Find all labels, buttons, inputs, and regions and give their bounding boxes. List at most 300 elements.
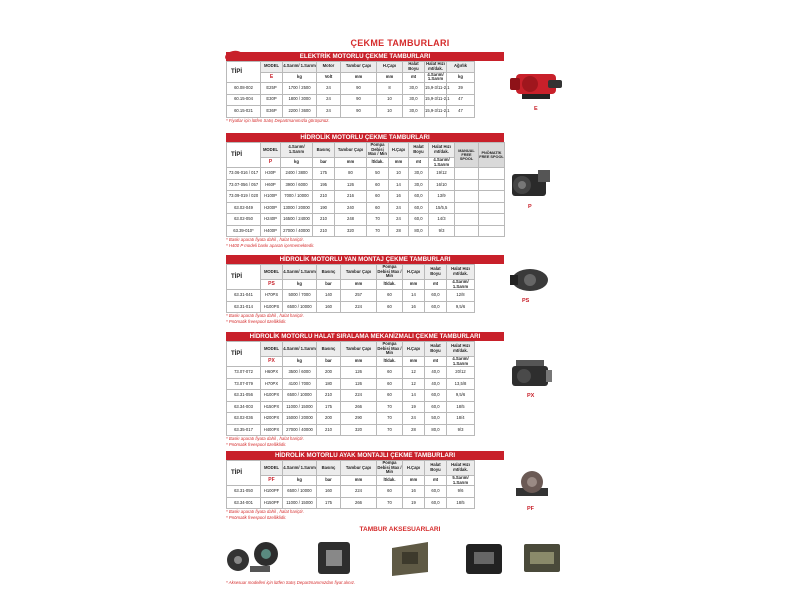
table-cell: 60,0 <box>409 202 429 214</box>
model-code: P <box>261 157 281 168</box>
table-cell: 126 <box>341 367 377 379</box>
column-header: MODEL <box>261 62 283 73</box>
table-cell: H400PX <box>261 424 283 436</box>
accessory-pulleys-image <box>224 538 284 578</box>
table-row <box>227 390 505 402</box>
table-cell: 30,0 <box>409 179 429 191</box>
table-cell: 60.08-002 <box>227 83 261 95</box>
unit-label: 4.Sarım/ 1.Sarım <box>429 157 455 168</box>
unit-label: mt <box>425 475 447 486</box>
column-header: H.Çapı <box>403 461 425 476</box>
freespool-cell <box>455 214 479 226</box>
column-header: 4.Sarım/ 1.Sarım <box>283 461 317 476</box>
table-cell: 90 <box>341 106 377 118</box>
table-cell: 6500 / 10000 <box>283 390 317 402</box>
table-cell: 70 <box>377 424 403 436</box>
table-row <box>227 94 505 106</box>
table-cell: 60 <box>367 202 389 214</box>
table-cell: 257 <box>341 290 377 302</box>
electric-winch-image <box>508 66 564 106</box>
table-cell: 63.31-041 <box>227 290 261 302</box>
column-header: Tambur Çapı <box>335 143 367 158</box>
table-cell: H200P <box>261 202 281 214</box>
table-cell: 80,0 <box>409 225 429 237</box>
unit-label: kg <box>283 356 317 367</box>
footnote: * Fiyatlar için lütfen Satış Departmanımızla görüşünüz. <box>226 117 330 123</box>
column-header: 4.Sarım/ 1.Sarım <box>283 265 317 280</box>
table-cell: 12 <box>403 367 425 379</box>
table-cell: 39 <box>447 83 475 95</box>
table-row <box>227 83 505 95</box>
table-cell: 11000 / 15000 <box>283 401 317 413</box>
rope-guide-winch-image <box>508 358 554 392</box>
table-cell: 73.07-056 / 057 <box>227 179 261 191</box>
accessory-fairlead-image <box>314 538 354 578</box>
model-code: PF <box>261 475 283 486</box>
accessory-roller-image <box>462 538 506 578</box>
freespool-cell <box>455 191 479 203</box>
freespool-header: PNÖMATİK FREE SPOOL <box>479 143 505 168</box>
column-header: MODEL <box>261 342 283 357</box>
table-cell: 13000 / 20000 <box>281 202 313 214</box>
table-cell: 60 <box>367 179 389 191</box>
table-cell: 60 <box>377 290 403 302</box>
table-cell: 12/8 <box>447 290 475 302</box>
table-cell: 63.31-014 <box>227 301 261 313</box>
column-header: Halat Boyu <box>425 342 447 357</box>
table-cell: 28 <box>389 225 409 237</box>
model-code: E <box>261 72 283 83</box>
table-row <box>227 367 505 379</box>
table-cell: 224 <box>341 390 377 402</box>
table-cell: 11000 / 15000 <box>283 497 317 509</box>
table-cell: H100P <box>261 191 281 203</box>
table-row <box>227 191 505 203</box>
table-cell: 10 <box>377 106 403 118</box>
table-cell: 20/12 <box>447 367 475 379</box>
accessory-roller-fairlead-image <box>520 538 564 578</box>
table-cell: 13/9 <box>429 191 455 203</box>
tipi-label: TİPİ <box>227 342 261 367</box>
table-cell: H400P <box>261 225 281 237</box>
unit-label: bar <box>317 279 341 290</box>
table-cell: 16 <box>389 191 409 203</box>
unit-label: bar <box>317 475 341 486</box>
tipi-label: TİPİ <box>227 143 261 168</box>
table-cell: 70 <box>377 401 403 413</box>
column-header: Pompa Debisi Max / Min <box>368 142 387 157</box>
footnote: * Baskı aparatı fiyata dahil , halat hariçtir. <box>226 313 304 319</box>
table-cell: 210 <box>313 225 335 237</box>
table-cell: 16/10 <box>429 179 455 191</box>
table-cell: 14 <box>403 290 425 302</box>
spec-table <box>226 142 505 237</box>
table-cell: 9/3 <box>447 424 475 436</box>
unit-label: kg <box>447 72 475 83</box>
table-cell: 216 <box>335 191 367 203</box>
freespool-cell <box>479 214 505 226</box>
foot-mount-winch-section <box>226 451 504 520</box>
section-title: HİDROLİK MOTORLU AYAK MONTAJLI ÇEKME TAMBURLARI <box>226 451 504 460</box>
unit-label: mm <box>389 157 409 168</box>
rope-guide-winch-label: PX <box>527 393 535 399</box>
table-cell: 175 <box>317 401 341 413</box>
table-cell: 6500 / 10000 <box>283 301 317 313</box>
table-cell: H70PX <box>261 378 283 390</box>
table-cell: 47 <box>447 94 475 106</box>
unit-label: mm <box>341 475 377 486</box>
table-cell: 266 <box>341 497 377 509</box>
column-header: Basınç <box>317 265 341 280</box>
table-cell: 15/5,5 <box>429 202 455 214</box>
table-cell: 27000 / 40000 <box>281 225 313 237</box>
column-header: Halat Boyu <box>409 143 429 158</box>
table-cell: 15000 / 20000 <box>283 413 317 425</box>
side-mount-winch-label: PS <box>522 298 530 304</box>
table-cell: 126 <box>335 179 367 191</box>
table-row <box>227 202 505 214</box>
column-header: Pompa Debisi Max / Min <box>377 341 402 356</box>
unit-label: mt <box>403 72 425 83</box>
table-cell: 4100 / 7000 <box>283 378 317 390</box>
column-header: Tambur Çapı <box>341 265 377 280</box>
table-cell: 63.35-017 <box>227 424 261 436</box>
column-header: H.Çapı <box>377 62 403 73</box>
side-mount-winch-image <box>508 265 552 295</box>
table-cell: 19 <box>403 497 425 509</box>
column-header: Tambur Çapı <box>341 342 377 357</box>
table-cell: 3500 / 6000 <box>283 367 317 379</box>
electric-winch-section <box>226 52 504 123</box>
table-cell: H240P <box>261 214 281 226</box>
electric-winch-label: E <box>534 106 538 112</box>
footnote: * H400 P modeli baskı aparatı içermemektedir. <box>226 242 315 248</box>
page-title: ÇEKME TAMBURLARI <box>350 38 450 48</box>
table-cell: 24 <box>317 106 341 118</box>
unit-label: lt/dak. <box>377 356 403 367</box>
table-cell: 266 <box>341 401 377 413</box>
table-cell: 60.15-021 <box>227 106 261 118</box>
table-cell: 60 <box>377 301 403 313</box>
table-cell: 70 <box>367 214 389 226</box>
unit-label: mm <box>341 72 377 83</box>
column-header: 4.Sarım/ 1.Sarım <box>281 143 313 158</box>
hydraulic-winch-image <box>508 168 554 202</box>
unit-label: mm <box>341 356 377 367</box>
model-code: PX <box>261 356 283 367</box>
table-cell: H100PF <box>261 486 283 498</box>
table-cell: 9/3 <box>429 225 455 237</box>
table-row <box>227 486 505 498</box>
table-cell: 30,0 <box>403 106 425 118</box>
table-row <box>227 378 505 390</box>
unit-label: 4.Sarım/ 1.Sarım <box>425 72 447 83</box>
table-cell: 14/3 <box>429 214 455 226</box>
hydraulic-winch-label: P <box>528 204 532 210</box>
table-cell: H60PX <box>261 367 283 379</box>
column-header: Basınç <box>317 461 341 476</box>
accessories-note: * Aksesuar modelleri için lütfen Satış Departmanımızdan fiyat alınız. <box>226 580 356 585</box>
spec-table <box>226 341 505 436</box>
table-cell: 9,5/6 <box>447 301 475 313</box>
footnote: * Pnömatik freespool özelliklidir. <box>226 514 287 520</box>
unit-label: kg <box>283 72 317 83</box>
footnote: * Baskı aparatı fiyata dahil , halat hariçtir. <box>226 237 304 243</box>
table-cell: 24 <box>403 413 425 425</box>
column-header: Halat Hızı mt/dak. <box>447 265 475 280</box>
spec-table <box>226 61 505 118</box>
table-cell: 60,0 <box>425 301 447 313</box>
table-cell: 140 <box>317 290 341 302</box>
table-cell: 27000 / 40000 <box>283 424 317 436</box>
table-cell: H70PS <box>261 290 283 302</box>
side-mount-winch-section <box>226 255 504 324</box>
column-header: MODEL <box>261 265 283 280</box>
table-cell: 224 <box>341 486 377 498</box>
column-header: Pompa Debisi Max / Min <box>377 460 402 475</box>
table-cell: 60,0 <box>425 401 447 413</box>
table-cell: 24 <box>389 202 409 214</box>
column-header: Halat Boyu <box>425 265 447 280</box>
freespool-cell <box>479 191 505 203</box>
column-header: Halat Hızı mt/dak. <box>429 143 455 158</box>
table-cell: 248 <box>335 214 367 226</box>
accessories-title: TAMBUR AKSESUARLARI <box>359 526 441 533</box>
table-cell: 24 <box>317 94 341 106</box>
column-header: Basınç <box>317 342 341 357</box>
table-cell: 63.02-049 <box>227 202 261 214</box>
table-cell: 210 <box>313 214 335 226</box>
spec-table <box>226 264 505 313</box>
table-cell: 90 <box>341 83 377 95</box>
table-cell: 290 <box>341 413 377 425</box>
table-cell: 200 <box>317 367 341 379</box>
column-header: 4.Sarım/ 1.Sarım <box>283 62 317 73</box>
table-cell: 90 <box>341 94 377 106</box>
table-cell: 210 <box>317 390 341 402</box>
section-title: HİDROLİK MOTORLU ÇEKME TAMBURLARI <box>226 133 504 142</box>
table-cell: 60 <box>377 486 403 498</box>
table-cell: H150PF <box>261 497 283 509</box>
table-cell: 175 <box>313 168 335 180</box>
table-cell: 180 <box>317 378 341 390</box>
unit-label: lt/dak. <box>377 279 403 290</box>
table-cell: 190 <box>313 202 335 214</box>
table-cell: 19 <box>403 401 425 413</box>
table-cell: 175 <box>317 497 341 509</box>
unit-label: mm <box>335 157 367 168</box>
column-header: Halat Hızı mt/dak. <box>447 461 475 476</box>
table-cell: 18/4 <box>447 413 475 425</box>
footnote: * Pnömatik freespool özelliklidir. <box>226 441 287 447</box>
table-cell: 15,9-3/11-2,1 <box>425 83 447 95</box>
unit-label: mm <box>341 279 377 290</box>
table-row <box>227 106 505 118</box>
table-cell: 60,0 <box>409 214 429 226</box>
table-cell: 24 <box>389 214 409 226</box>
table-cell: 63.02-036 <box>227 413 261 425</box>
table-cell: 47 <box>447 106 475 118</box>
section-title: HİDROLİK MOTORLU YAN MONTAJ ÇEKME TAMBURLARI <box>226 255 504 264</box>
table-cell: H100PS <box>261 301 283 313</box>
column-header: Motor <box>317 62 341 73</box>
table-cell: 30,0 <box>403 94 425 106</box>
column-header: Basınç <box>313 143 335 158</box>
freespool-cell <box>479 168 505 180</box>
table-cell: 63.34-003 <box>227 401 261 413</box>
column-header: Halat Hızı mt/dak. <box>447 342 475 357</box>
table-row <box>227 214 505 226</box>
unit-label: lt/dak. <box>377 475 403 486</box>
table-cell: 14 <box>389 179 409 191</box>
table-cell: H60P <box>261 179 281 191</box>
table-cell: 70 <box>367 225 389 237</box>
freespool-cell <box>455 168 479 180</box>
table-cell: 14 <box>403 390 425 402</box>
table-cell: E30P <box>261 94 283 106</box>
column-header: MODEL <box>261 143 281 158</box>
unit-label: kg <box>283 279 317 290</box>
column-header: Halat Boyu <box>425 461 447 476</box>
spec-table <box>226 460 505 509</box>
tipi-label: TİPİ <box>227 461 261 486</box>
column-header: H.Çapı <box>389 143 409 158</box>
table-cell: 160 <box>317 486 341 498</box>
table-cell: 63.02-050 <box>227 214 261 226</box>
table-row <box>227 290 505 302</box>
column-header: Tambur Çapı <box>341 62 377 73</box>
model-code: PS <box>261 279 283 290</box>
table-cell: 2400 / 3800 <box>281 168 313 180</box>
table-cell: 7000 / 10000 <box>281 191 313 203</box>
table-cell: 50,0 <box>425 413 447 425</box>
unit-label: kg <box>283 475 317 486</box>
table-cell: 19/12 <box>429 168 455 180</box>
table-cell: 15,9-3/11-2,1 <box>425 94 447 106</box>
table-cell: H30P <box>261 168 281 180</box>
unit-label: mt <box>425 356 447 367</box>
table-cell: 63.39-010* <box>227 225 261 237</box>
column-header: MODEL <box>261 461 283 476</box>
table-cell: 13,5/8 <box>447 378 475 390</box>
table-cell: 18/5 <box>447 401 475 413</box>
column-header: Ağırlık <box>447 62 475 73</box>
table-cell: 60 <box>377 390 403 402</box>
table-cell: 30,0 <box>409 168 429 180</box>
column-header: H.Çapı <box>403 342 425 357</box>
table-cell: 60 <box>377 378 403 390</box>
table-cell: 1700 / 2500 <box>283 83 317 95</box>
unit-label: mm <box>403 279 425 290</box>
unit-label: mt <box>425 279 447 290</box>
rope-guide-winch-section <box>226 332 504 447</box>
table-cell: 18/5 <box>447 497 475 509</box>
column-header: 4.Sarım/ 1.Sarım <box>283 342 317 357</box>
table-cell: 60,0 <box>425 390 447 402</box>
foot-mount-winch-image <box>510 468 554 502</box>
column-header: Pompa Debisi Max / Min <box>377 264 402 279</box>
table-cell: 63.31-056 <box>227 390 261 402</box>
table-cell: 60,0 <box>425 290 447 302</box>
table-cell: 8 <box>377 83 403 95</box>
footnote: * Baskı aparatı fiyata dahil , halat hariçtir. <box>226 509 304 515</box>
accessory-bracket-image <box>388 538 432 578</box>
table-cell: 80,0 <box>425 424 447 436</box>
unit-label: Volt <box>317 72 341 83</box>
freespool-cell <box>455 179 479 191</box>
column-header: H.Çapı <box>403 265 425 280</box>
table-cell: 40,0 <box>425 378 447 390</box>
unit-label: bar <box>317 356 341 367</box>
column-header: Halat Hızı mt/dak. <box>426 61 445 71</box>
column-header: Halat Boyu <box>403 62 425 73</box>
tipi-label: TİPİ <box>227 62 261 83</box>
table-cell: 9,5/6 <box>447 390 475 402</box>
table-cell: 210 <box>317 424 341 436</box>
table-cell: 24 <box>317 83 341 95</box>
table-cell: 2200 / 3600 <box>283 106 317 118</box>
table-row <box>227 301 505 313</box>
table-row <box>227 179 505 191</box>
table-cell: 224 <box>341 301 377 313</box>
table-cell: 70 <box>377 413 403 425</box>
table-cell: 80 <box>335 168 367 180</box>
table-cell: E25P <box>261 83 283 95</box>
table-cell: 30,0 <box>403 83 425 95</box>
unit-label: mt <box>409 157 429 168</box>
table-cell: H200PX <box>261 413 283 425</box>
unit-label: kg <box>281 157 313 168</box>
freespool-cell <box>479 202 505 214</box>
table-cell: 12 <box>403 378 425 390</box>
table-cell: 320 <box>341 424 377 436</box>
freespool-header: MANUAL FREE SPOOL <box>455 143 479 168</box>
table-cell: E36P <box>261 106 283 118</box>
table-cell: 63.34-001 <box>227 497 261 509</box>
table-cell: 40,0 <box>425 367 447 379</box>
table-cell: 9/6 <box>447 486 475 498</box>
table-row <box>227 413 505 425</box>
table-cell: 63.31-050 <box>227 486 261 498</box>
table-row <box>227 497 505 509</box>
freespool-cell <box>455 202 479 214</box>
table-cell: 5000 / 7000 <box>283 290 317 302</box>
table-cell: 10 <box>377 94 403 106</box>
table-cell: 200 <box>317 413 341 425</box>
table-cell: 50 <box>367 168 389 180</box>
unit-label: mm <box>403 475 425 486</box>
table-cell: 73.06-016 / 017 <box>227 168 261 180</box>
table-cell: 28 <box>403 424 425 436</box>
table-cell: 10 <box>389 168 409 180</box>
table-cell: 6500 / 10000 <box>283 486 317 498</box>
table-row <box>227 225 505 237</box>
table-cell: 320 <box>335 225 367 237</box>
table-cell: 73.09-019 / 020 <box>227 191 261 203</box>
unit-label: mm <box>403 356 425 367</box>
section-title: HİDROLİK MOTORLU HALAT SIRALAMA MEKANİZMALI ÇEKME TAMBURLARI <box>226 332 504 341</box>
table-cell: 60.15-004 <box>227 94 261 106</box>
tipi-label: TİPİ <box>227 265 261 290</box>
footnote: * Baskı aparatı fiyata dahil , halat hariçtir. <box>226 436 304 442</box>
table-cell: H150PX <box>261 401 283 413</box>
table-row <box>227 424 505 436</box>
table-row <box>227 168 505 180</box>
unit-label: lt/dak. <box>367 157 389 168</box>
unit-label: 4.Sarım/ 1.Sarım <box>447 356 475 367</box>
table-cell: 210 <box>313 191 335 203</box>
table-cell: 240 <box>335 202 367 214</box>
